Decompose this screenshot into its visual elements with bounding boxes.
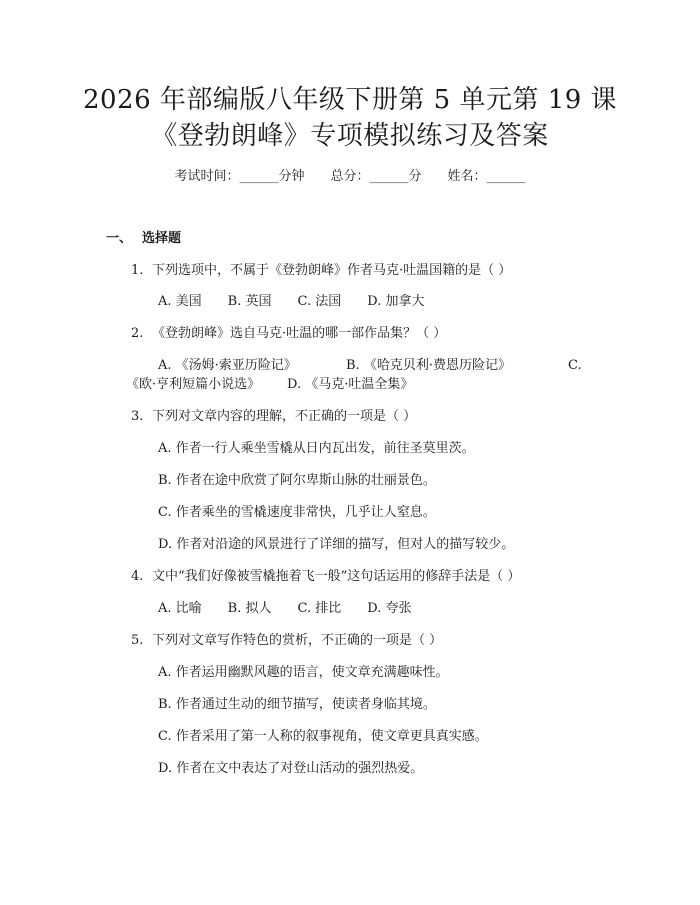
question-number: 1. <box>131 263 144 278</box>
question-5 <box>131 632 442 650</box>
question-text: 下列对文章内容的理解，不正确的一项是（ ） <box>152 409 417 424</box>
option-a: A. 作者运用幽默风趣的语言，使文章充满趣味性。 <box>158 665 449 680</box>
question-number: 2. <box>131 326 144 341</box>
option-c: C. 作者采用了第一人称的叙事视角，使文章更具真实感。 <box>158 729 488 744</box>
option-d: D. 《马克·吐温全集》 <box>287 377 414 392</box>
question-text: 文中“我们好像被雪橇拖着飞一般”这句话运用的修辞手法是（ ） <box>152 569 521 584</box>
question-number: 3. <box>131 409 144 424</box>
student-name-field: 姓名：______ <box>447 169 526 184</box>
question-2 <box>131 325 446 343</box>
option-a: A. 美国 <box>158 294 202 309</box>
question-4-options <box>158 600 437 618</box>
question-3 <box>131 408 416 426</box>
option-d: D. 作者在文中表达了对登山活动的强烈热爱。 <box>158 761 424 776</box>
question-1-options <box>158 293 450 311</box>
section-heading <box>106 230 181 248</box>
exam-info <box>0 168 700 186</box>
question-4 <box>131 568 520 586</box>
option-b: B. 作者通过生动的细节描写，使读者身临其境。 <box>158 697 436 712</box>
option-d: D. 加拿大 <box>367 294 425 309</box>
option-a: A. 作者一行人乘坐雪橇从日内瓦出发，前往圣莫里茨。 <box>158 441 475 456</box>
option-b: B. 《哈克贝利·费恩历险记》 <box>346 358 511 373</box>
question-text: 下列对文章写作特色的赏析，不正确的一项是（ ） <box>152 633 443 648</box>
option-c: C. 排比 <box>297 601 342 616</box>
option-b: B. 拟人 <box>227 601 272 616</box>
option-d: D. 作者对沿途的风景进行了详细的描写，但对人的描写较少。 <box>158 537 515 552</box>
question-1 <box>131 262 511 280</box>
section-title: 选择题 <box>142 231 182 246</box>
question-number: 4. <box>131 569 144 584</box>
section-number: 一、 <box>106 231 133 246</box>
option-c-text: 《欧·亨利短篇小说选》 <box>126 377 261 392</box>
document-title-line-1: 2026 年部编版八年级下册第 5 单元第 19 课 <box>82 85 618 115</box>
question-text: 《登勃朗峰》选自马克·吐温的哪一部作品集？（ ） <box>152 326 447 341</box>
question-number: 5. <box>131 633 144 648</box>
option-b: B. 作者在途中欣赏了阿尔卑斯山脉的壮丽景色。 <box>158 473 436 488</box>
option-a: A. 《汤姆·索亚历险记》 <box>158 358 297 373</box>
document-title-line-2: 《登勃朗峰》专项模拟练习及答案 <box>151 121 549 151</box>
option-c: C. 法国 <box>297 294 342 309</box>
question-text: 下列选项中，不属于《登勃朗峰》作者马克·吐温国籍的是（ ） <box>152 263 512 278</box>
exam-time-field: 考试时间：______分钟 <box>174 169 305 184</box>
option-b: B. 英国 <box>227 294 272 309</box>
option-a: A. 比喻 <box>158 601 202 616</box>
total-score-field: 总分：______分 <box>330 169 422 184</box>
option-c-label: C. <box>568 358 582 373</box>
option-d: D. 夸张 <box>367 601 412 616</box>
option-c: C. 作者乘坐的雪橇速度非常快，几乎让人窒息。 <box>158 505 436 520</box>
